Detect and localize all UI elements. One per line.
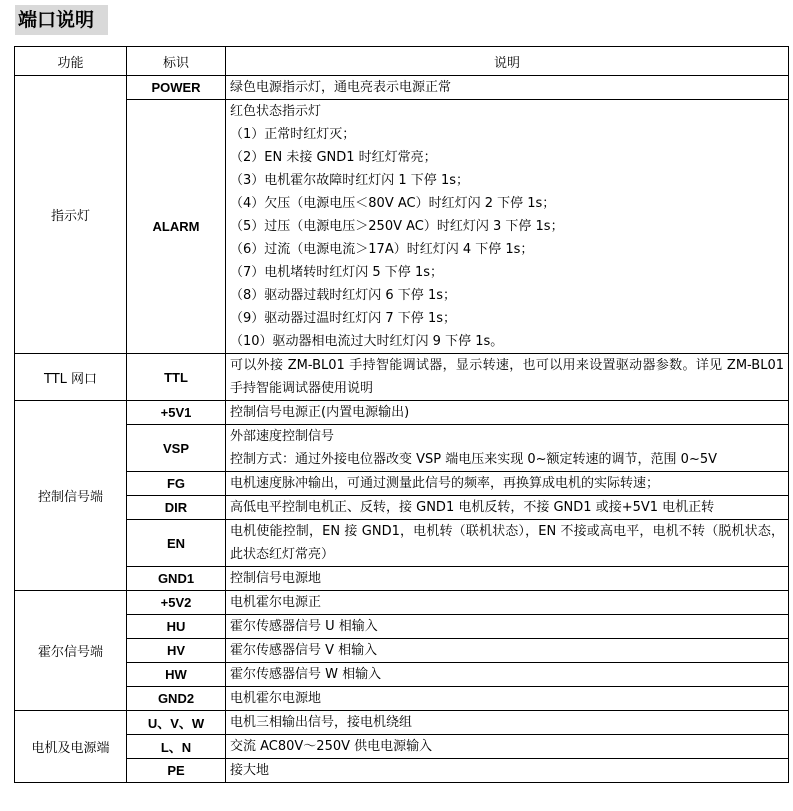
label-hv: HV	[127, 639, 226, 663]
table-row	[15, 711, 789, 735]
desc-vsp: 外部速度控制信号 控制方式：通过外接电位器改变 VSP 端电压来实现 0~额定转速的调节，范围 0~5V	[226, 425, 789, 472]
desc-power: 绿色电源指示灯，通电亮表示电源正常	[226, 76, 789, 100]
alarm-line: （5）过压（电源电压＞250V AC）时红灯闪 3 下停 1s；	[230, 219, 564, 234]
label-uvw: U、V、W	[127, 711, 226, 735]
table-row	[15, 759, 789, 783]
table-row	[15, 687, 789, 711]
table-row	[15, 425, 789, 472]
desc-gnd1: 控制信号电源地	[226, 567, 789, 591]
table-row	[15, 615, 789, 639]
table-row	[15, 567, 789, 591]
alarm-line: （7）电机堵转时红灯闪 5 下停 1s；	[230, 265, 443, 280]
label-alarm: ALARM	[127, 100, 226, 354]
header-label: 标识	[127, 47, 226, 76]
label-power: POWER	[127, 76, 226, 100]
label-5v1: +5V1	[127, 401, 226, 425]
port-description-table	[14, 46, 789, 783]
alarm-line: （3）电机霍尔故障时红灯闪 1 下停 1s；	[230, 173, 469, 188]
label-hu: HU	[127, 615, 226, 639]
desc-gnd2: 电机霍尔电源地	[226, 687, 789, 711]
header-function: 功能	[15, 47, 127, 76]
table-row	[15, 401, 789, 425]
desc-5v1: 控制信号电源正(内置电源输出)	[226, 401, 789, 425]
alarm-line: （2）EN 未接 GND1 时红灯常亮；	[230, 150, 437, 165]
desc-uvw: 电机三相输出信号，接电机绕组	[226, 711, 789, 735]
alarm-line: （4）欠压（电源电压＜80V AC）时红灯闪 2 下停 1s；	[230, 196, 556, 211]
group-ttl: TTL 网口	[15, 354, 127, 401]
alarm-line: （10）驱动器相电流过大时红灯闪 9 下停 1s。	[230, 334, 504, 349]
desc-hw: 霍尔传感器信号 W 相输入	[226, 663, 789, 687]
alarm-line: （6）过流（电源电流＞17A）时红灯闪 4 下停 1s；	[230, 242, 534, 257]
label-vsp: VSP	[127, 425, 226, 472]
desc-ln: 交流 AC80V～250V 供电电源输入	[226, 735, 789, 759]
table-header-row	[15, 47, 789, 76]
table-row	[15, 520, 789, 567]
header-description: 说明	[226, 47, 789, 76]
document-title: 端口说明	[15, 5, 108, 35]
label-ln: L、N	[127, 735, 226, 759]
desc-hv: 霍尔传感器信号 V 相输入	[226, 639, 789, 663]
table-row	[15, 76, 789, 100]
label-gnd2: GND2	[127, 687, 226, 711]
label-hw: HW	[127, 663, 226, 687]
label-pe: PE	[127, 759, 226, 783]
table-row	[15, 663, 789, 687]
desc-ttl: 可以外接 ZM-BL01 手持智能调试器，显示转速，也可以用来设置驱动器参数。详见 ZM-BL01 手持智能调试器使用说明	[226, 354, 789, 401]
desc-alarm	[226, 100, 789, 354]
label-fg: FG	[127, 472, 226, 496]
group-indicator: 指示灯	[15, 76, 127, 354]
table-row	[15, 472, 789, 496]
label-dir: DIR	[127, 496, 226, 520]
desc-pe: 接大地	[226, 759, 789, 783]
table-row	[15, 735, 789, 759]
table-row	[15, 100, 789, 354]
label-en: EN	[127, 520, 226, 567]
alarm-line: 红色状态指示灯	[230, 104, 322, 119]
label-gnd1: GND1	[127, 567, 226, 591]
desc-dir: 高低电平控制电机正、反转，接 GND1 电机反转，不接 GND1 或接+5V1 电机正转	[226, 496, 789, 520]
desc-hu: 霍尔传感器信号 U 相输入	[226, 615, 789, 639]
label-ttl: TTL	[127, 354, 226, 401]
table-row	[15, 591, 789, 615]
alarm-line: （9）驱动器过温时红灯闪 7 下停 1s；	[230, 311, 456, 326]
label-5v2: +5V2	[127, 591, 226, 615]
group-power: 电机及电源端	[15, 711, 127, 783]
alarm-line: （1）正常时红灯灭；	[230, 127, 356, 142]
alarm-line: （8）驱动器过载时红灯闪 6 下停 1s；	[230, 288, 456, 303]
desc-en: 电机使能控制，EN 接 GND1，电机转（联机状态），EN 不接或高电平，电机不转（脱机状态，此状态红灯常亮）	[226, 520, 789, 567]
desc-5v2: 电机霍尔电源正	[226, 591, 789, 615]
group-hall: 霍尔信号端	[15, 591, 127, 711]
table-row	[15, 496, 789, 520]
desc-fg: 电机速度脉冲输出，可通过测量此信号的频率，再换算成电机的实际转速；	[226, 472, 789, 496]
group-control: 控制信号端	[15, 401, 127, 591]
table-row	[15, 354, 789, 401]
table-row	[15, 639, 789, 663]
